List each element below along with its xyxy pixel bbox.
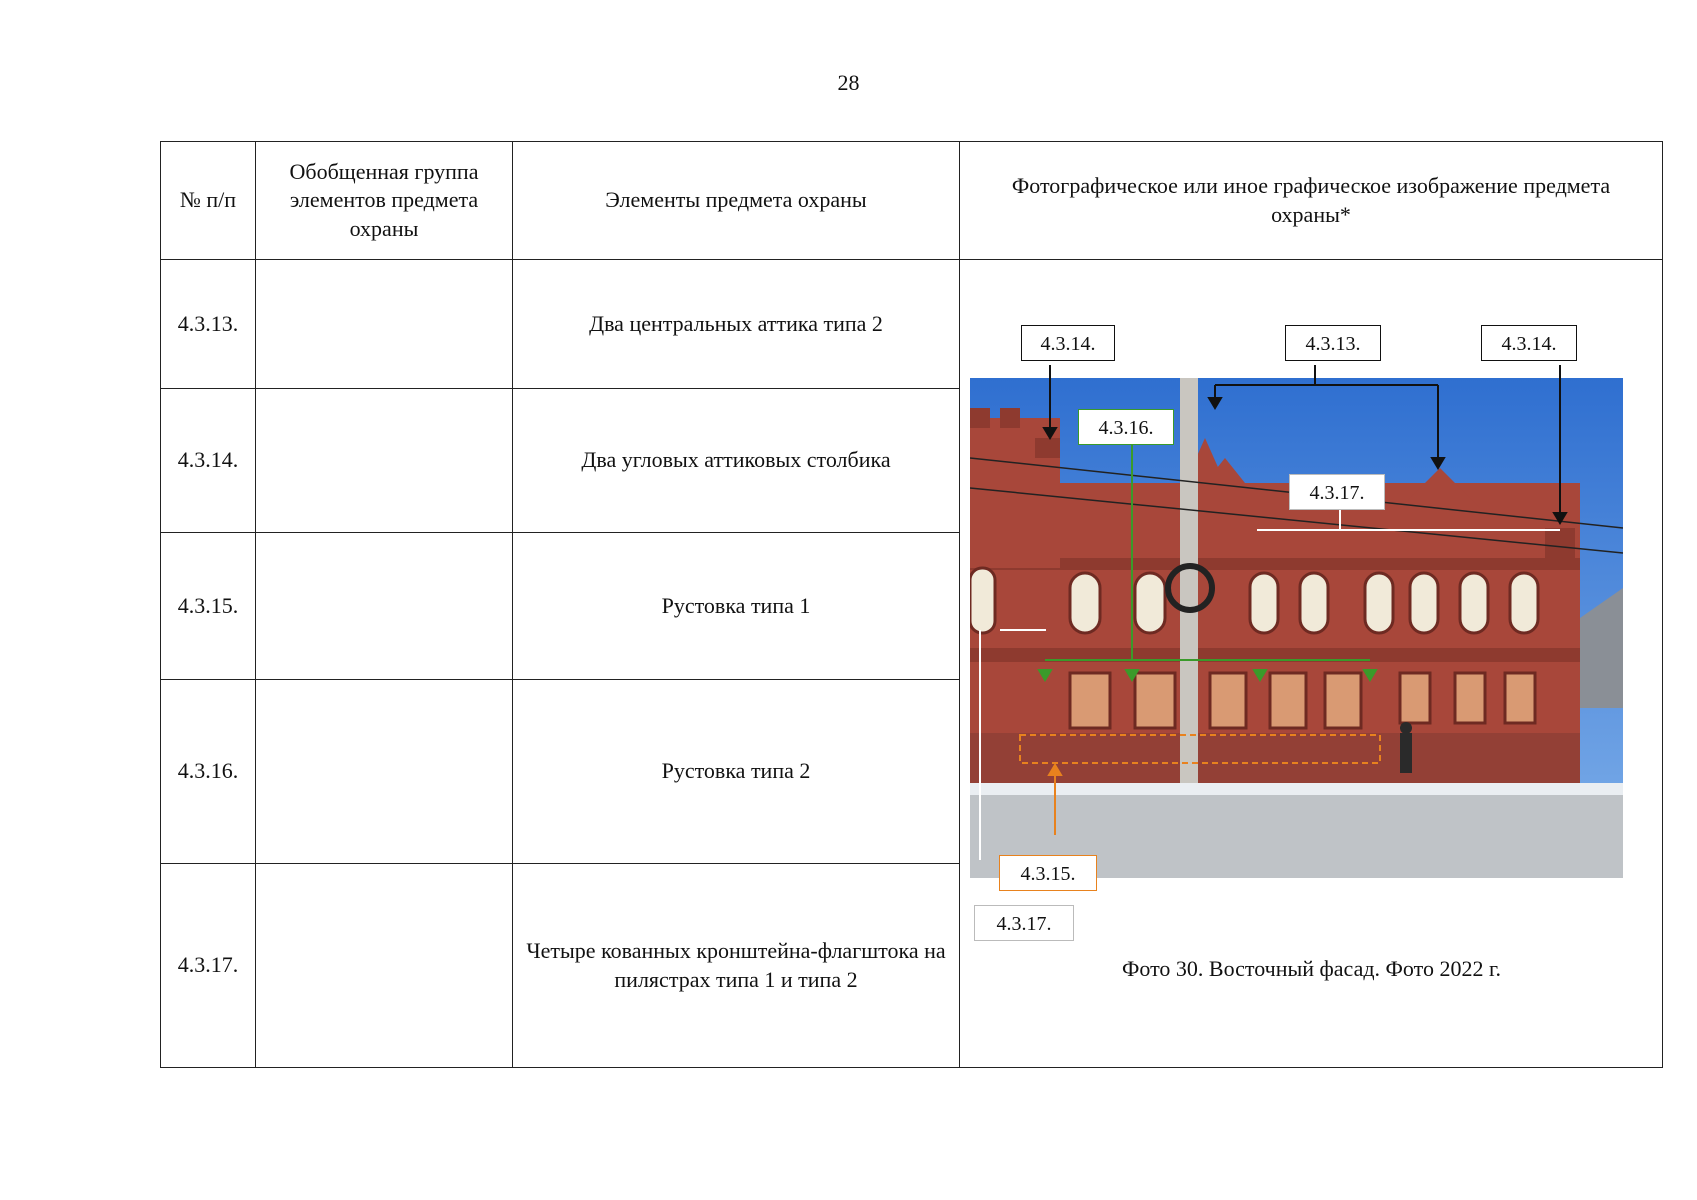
row-element: Рустовка типа 2 (513, 680, 960, 864)
label-4-3-16: 4.3.16. (1078, 409, 1174, 445)
label-4-3-14-right: 4.3.14. (1481, 325, 1577, 361)
label-4-3-15: 4.3.15. (999, 855, 1097, 891)
header-elements: Элементы предмета охраны (513, 142, 960, 260)
header-num: № п/п (161, 142, 256, 260)
row-element: Четыре кованных кронштейна-флагштока на пилястрах типа 1 и типа 2 (513, 864, 960, 1068)
row-num: 4.3.16. (161, 680, 256, 864)
protection-table (160, 141, 1663, 1068)
row-num: 4.3.17. (161, 864, 256, 1068)
row-element: Рустовка типа 1 (513, 533, 960, 680)
label-4-3-17-bottom: 4.3.17. (974, 905, 1074, 941)
label-4-3-14-left: 4.3.14. (1021, 325, 1115, 361)
row-group (256, 680, 513, 864)
row-element: Два центральных аттика типа 2 (513, 260, 960, 389)
table-header-row (161, 142, 1663, 260)
row-num: 4.3.13. (161, 260, 256, 389)
table-row (161, 260, 1663, 389)
header-image: Фотографическое или иное графическое изображение предмета охраны* (960, 142, 1663, 260)
row-group (256, 389, 513, 533)
figure-caption: Фото 30. Восточный фасад. Фото 2022 г. (1121, 956, 1502, 981)
photo-cell (960, 260, 1663, 1068)
header-group: Обобщенная группа элементов предмета охраны (256, 142, 513, 260)
label-4-3-13: 4.3.13. (1285, 325, 1381, 361)
figure (960, 260, 1663, 1068)
row-element: Два угловых аттиковых столбика (513, 389, 960, 533)
row-group (256, 260, 513, 389)
row-num: 4.3.14. (161, 389, 256, 533)
row-group (256, 533, 513, 680)
row-group (256, 864, 513, 1068)
facade-photo (970, 378, 1623, 878)
row-num: 4.3.15. (161, 533, 256, 680)
label-4-3-17-top: 4.3.17. (1289, 474, 1385, 510)
page-number: 28 (837, 70, 860, 95)
